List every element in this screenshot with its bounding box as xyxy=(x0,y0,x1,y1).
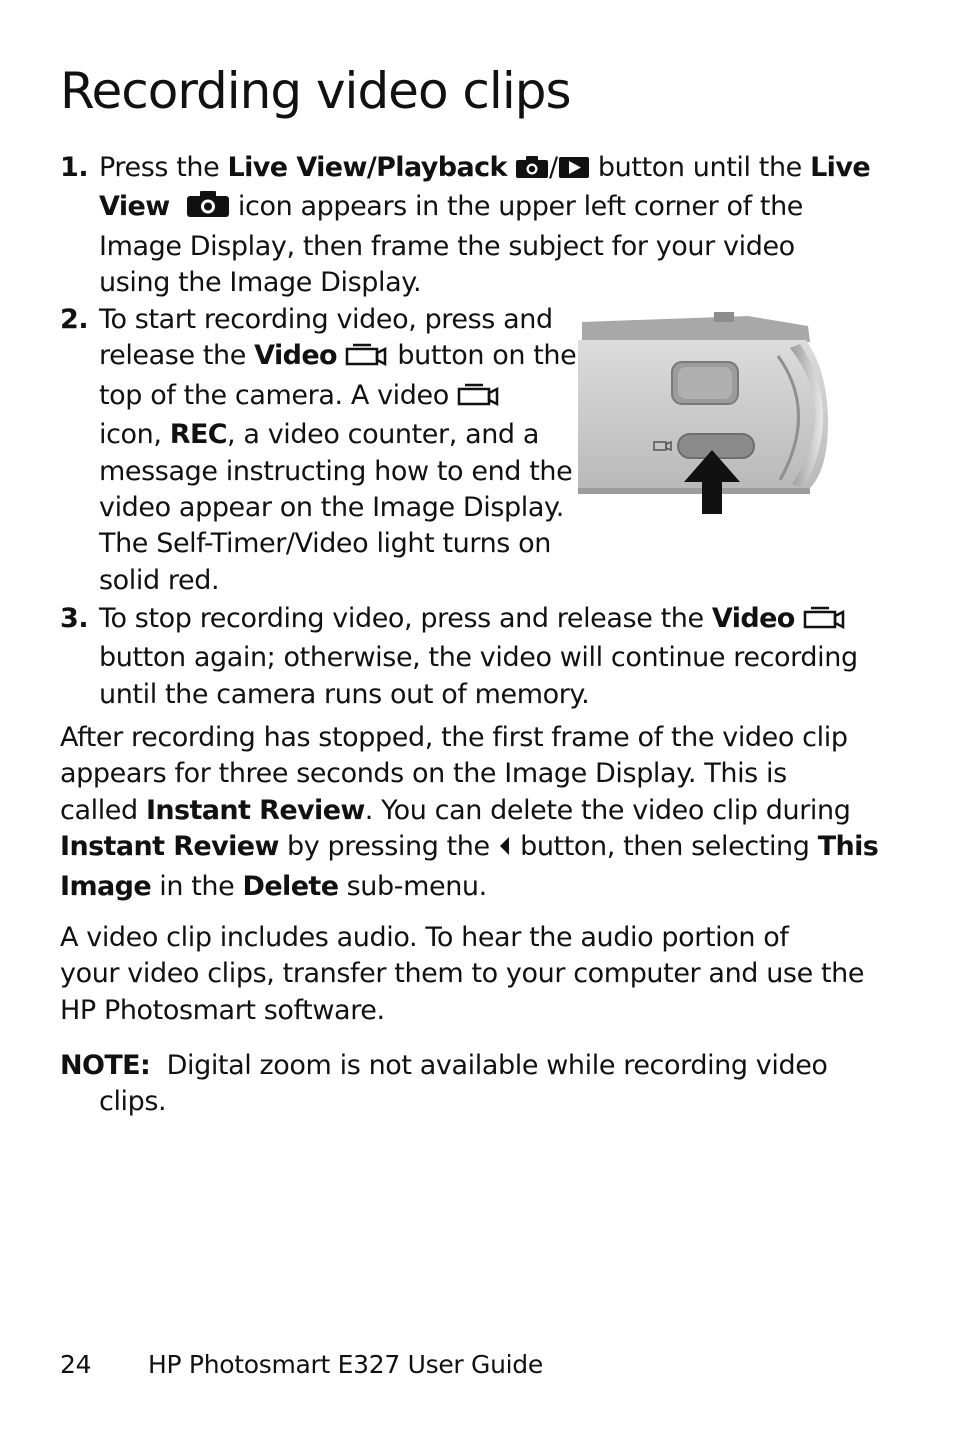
step-line: button again; otherwise, the video will continue recording xyxy=(99,642,858,674)
para-line: After recording has stopped, the first frame of the video clip xyxy=(60,722,848,753)
instant-review-paragraph xyxy=(60,720,878,905)
step-line: until the camera runs out of memory. xyxy=(99,678,590,710)
video-icon xyxy=(345,341,389,377)
para-line: called Instant Review. You can delete the video clip during xyxy=(60,794,851,826)
step-line: To start recording video, press and xyxy=(99,304,553,335)
step-line: message instructing how to end the xyxy=(99,455,573,487)
camera-icon xyxy=(186,190,230,228)
step-body xyxy=(99,150,870,302)
para-line: appears for three seconds on the Image Display. This is xyxy=(60,758,787,790)
step-line: View icon appears in the upper left corner of the xyxy=(99,189,870,228)
step-number: 2. xyxy=(60,304,89,335)
step-line: Image Display, then frame the subject for your video xyxy=(99,230,795,262)
camera-top-illustration xyxy=(578,312,836,518)
step-line: using the Image Display. xyxy=(99,267,422,299)
page-footer xyxy=(60,1350,543,1379)
page-title: Recording video clips xyxy=(60,62,571,120)
step-number: 3. xyxy=(60,603,89,634)
step-line: solid red. xyxy=(99,564,220,596)
video-icon xyxy=(457,381,501,417)
para-line: A video clip includes audio. To hear the audio portion of xyxy=(60,922,789,953)
note-line: NOTE: Digital zoom is not available while recording video xyxy=(60,1050,828,1081)
playback-icon xyxy=(558,153,590,189)
step-line: release the Video button on the xyxy=(99,338,576,377)
step-line: The Self-Timer/Video light turns on xyxy=(99,528,551,560)
para-line: Image in the Delete sub-menu. xyxy=(60,870,487,902)
para-line: Instant Review by pressing the button, then selecting This xyxy=(60,829,878,868)
left-arrow-icon xyxy=(498,832,512,868)
step-body xyxy=(99,302,576,599)
step-line: Press the Live View/Playback / button until the Live xyxy=(99,150,870,189)
camera-icon xyxy=(515,153,549,189)
para-line: HP Photosmart software. xyxy=(60,994,385,1026)
step-body xyxy=(99,601,858,713)
page-number: 24 xyxy=(60,1350,92,1379)
note-label: NOTE: xyxy=(60,1050,151,1081)
step-line: To stop recording video, press and release the Video xyxy=(99,601,858,640)
guide-title: HP Photosmart E327 User Guide xyxy=(148,1350,543,1379)
video-icon xyxy=(803,604,847,640)
audio-paragraph xyxy=(60,920,864,1029)
step-line: icon, REC, a video counter, and a xyxy=(99,419,540,451)
step-line: top of the camera. A video xyxy=(99,378,576,417)
note-line: clips. xyxy=(99,1086,167,1118)
para-line: your video clips, transfer them to your computer and use the xyxy=(60,958,865,990)
step-line: video appear on the Image Display. xyxy=(99,492,564,524)
icon-separator: / xyxy=(549,152,558,183)
note xyxy=(60,1048,828,1121)
step-number: 1. xyxy=(60,152,89,183)
